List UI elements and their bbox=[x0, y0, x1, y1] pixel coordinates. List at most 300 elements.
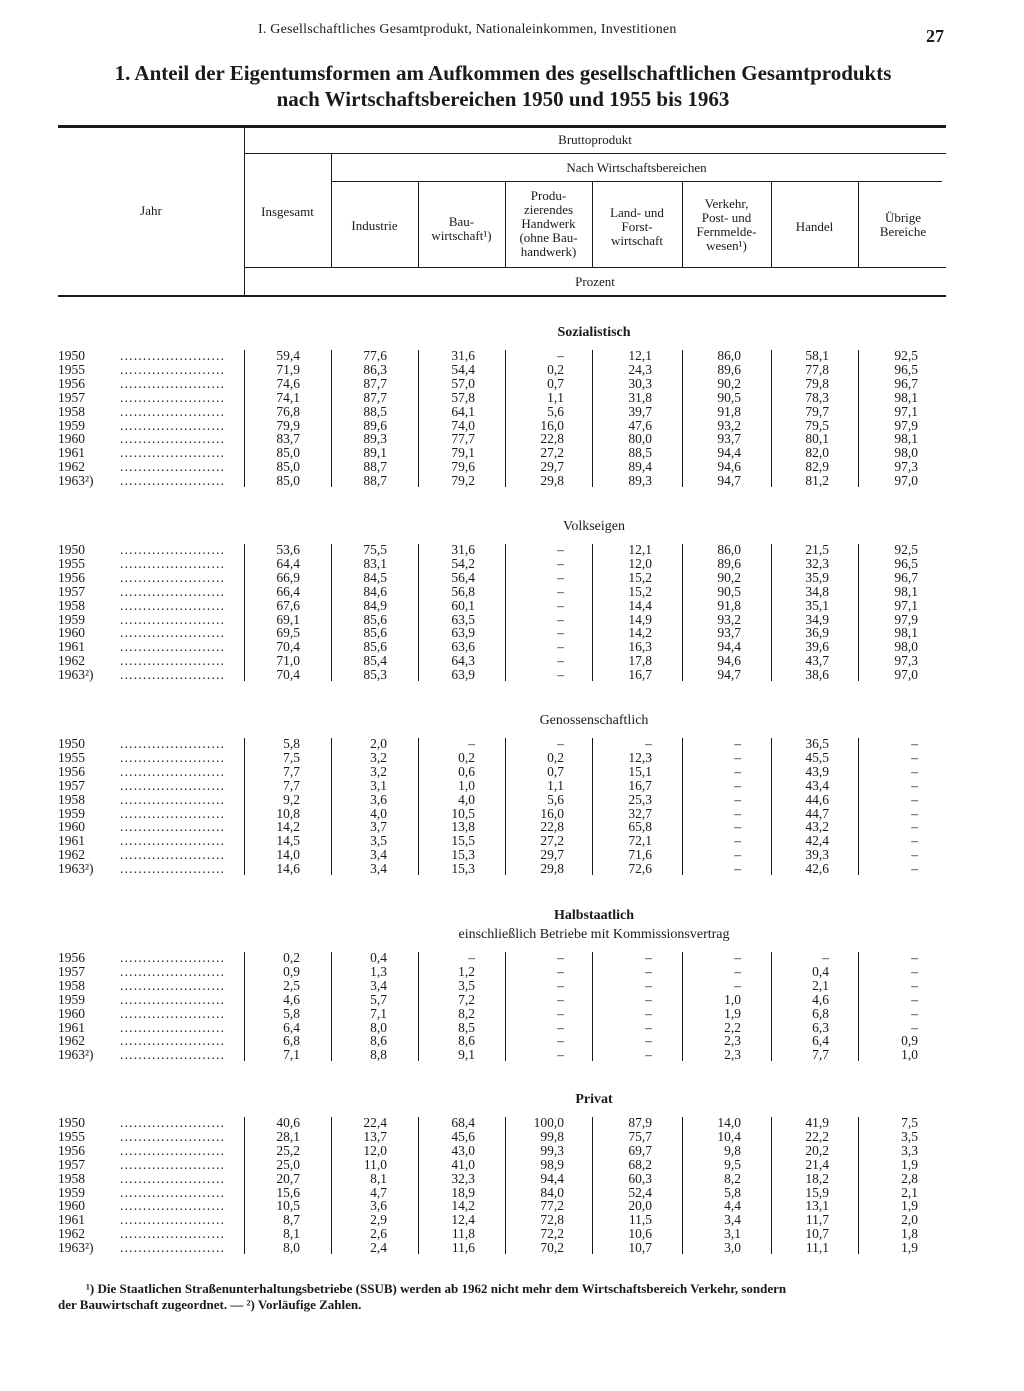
cell-verkehr: 14,0 bbox=[717, 1115, 741, 1130]
cell-verkehr: 90,5 bbox=[717, 389, 741, 405]
table-row bbox=[58, 951, 948, 965]
cell-bauwirtschaft: 63,5 bbox=[451, 611, 475, 627]
header-bruttoprodukt: Bruttoprodukt bbox=[558, 132, 632, 147]
cell-uebrige: 97,1 bbox=[894, 403, 918, 419]
cell-uebrige: 1,9 bbox=[901, 1240, 918, 1256]
cell-uebrige: 98,0 bbox=[894, 639, 918, 655]
leader-dots: ....................... bbox=[120, 1185, 226, 1200]
cell-bauwirtschaft: 0,6 bbox=[458, 763, 475, 779]
cell-verkehr: – bbox=[734, 763, 741, 779]
leader-dots: ....................... bbox=[120, 951, 226, 965]
row-year: 1962 bbox=[58, 653, 85, 669]
cell-verkehr: 1,9 bbox=[724, 1005, 741, 1021]
row-year: 1963²) bbox=[58, 473, 94, 489]
cell-handel: 43,4 bbox=[805, 777, 829, 793]
cell-handel: 32,3 bbox=[805, 555, 829, 571]
section-title-halbstaatlich: Halbstaatlich bbox=[553, 908, 635, 923]
leader-dots: ....................... bbox=[120, 1213, 226, 1228]
cell-land-forst: 32,7 bbox=[628, 805, 652, 821]
cell-insgesamt: 59,4 bbox=[276, 348, 300, 363]
table-row bbox=[58, 446, 948, 460]
cell-insgesamt: 14,5 bbox=[276, 833, 300, 849]
leader-dots: ....................... bbox=[120, 460, 226, 475]
cell-land-forst: 12,0 bbox=[628, 555, 652, 571]
cell-land-forst: 14,9 bbox=[628, 611, 652, 627]
leader-dots: ....................... bbox=[120, 778, 226, 793]
leader-dots: ....................... bbox=[120, 820, 226, 835]
cell-insgesamt: 7,7 bbox=[283, 763, 300, 779]
cell-handel: 6,3 bbox=[812, 1019, 829, 1035]
row-year: 1956 bbox=[58, 375, 85, 391]
cell-industrie: 1,3 bbox=[370, 963, 387, 979]
header-uebrige-l1: Übrige bbox=[884, 210, 922, 225]
cell-industrie: 87,7 bbox=[363, 389, 387, 405]
cell-verkehr: 89,6 bbox=[717, 361, 741, 377]
header-handwerk-l2: zierendes bbox=[523, 202, 574, 217]
cell-verkehr: 3,4 bbox=[724, 1212, 741, 1228]
cell-land-forst: – bbox=[645, 977, 652, 993]
cell-industrie: 4,0 bbox=[370, 805, 387, 821]
cell-industrie: 87,7 bbox=[363, 375, 387, 391]
page-number: 27 bbox=[926, 26, 944, 46]
cell-insgesamt: 40,6 bbox=[276, 1115, 300, 1130]
cell-uebrige: 2,8 bbox=[901, 1170, 918, 1186]
table-row bbox=[58, 765, 948, 779]
cell-bauwirtschaft: 74,0 bbox=[451, 417, 475, 433]
cell-handwerk: – bbox=[557, 542, 564, 557]
cell-land-forst: 47,6 bbox=[628, 417, 652, 433]
row-year: 1957 bbox=[58, 963, 85, 979]
cell-uebrige: 97,9 bbox=[894, 417, 918, 433]
footnote-line-1: ¹) Die Staatlichen Straßenunterhaltungsbetriebe (SSUB) werden ab 1962 nicht mehr dem Wirtschaftsbereich Verkehr, sondern bbox=[86, 1281, 787, 1296]
header-nach-bereichen: Nach Wirtschaftsbereichen bbox=[566, 160, 707, 175]
cell-handel: 34,8 bbox=[805, 583, 829, 599]
leader-dots: ....................... bbox=[120, 978, 226, 993]
leader-dots: ....................... bbox=[120, 598, 226, 613]
cell-handel: 43,2 bbox=[805, 819, 829, 835]
cell-industrie: 8,0 bbox=[370, 1019, 387, 1035]
cell-verkehr: 2,3 bbox=[724, 1033, 741, 1049]
cell-uebrige: – bbox=[911, 736, 918, 751]
cell-industrie: 84,6 bbox=[363, 583, 387, 599]
cell-industrie: 84,5 bbox=[363, 569, 387, 585]
leader-dots: ....................... bbox=[120, 654, 226, 669]
leader-dots: ....................... bbox=[120, 474, 226, 489]
cell-bauwirtschaft: 45,6 bbox=[451, 1128, 475, 1144]
cell-handel: 22,2 bbox=[805, 1128, 829, 1144]
leader-dots: ....................... bbox=[120, 1171, 226, 1186]
cell-bauwirtschaft: 31,6 bbox=[451, 348, 475, 363]
cell-industrie: 75,5 bbox=[363, 542, 387, 557]
table-row bbox=[58, 793, 948, 807]
cell-verkehr: 2,2 bbox=[724, 1019, 741, 1035]
cell-insgesamt: 70,4 bbox=[276, 667, 300, 683]
cell-handel: 43,7 bbox=[805, 653, 829, 669]
cell-uebrige: 98,1 bbox=[894, 583, 918, 599]
header-prozent: Prozent bbox=[575, 274, 615, 289]
title-line-1: 1. Anteil der Eigentumsformen am Aufkommen des gesellschaftlichen Gesamtprodukts bbox=[114, 61, 892, 85]
table-row bbox=[58, 1227, 948, 1241]
cell-handwerk: – bbox=[557, 963, 564, 979]
cell-industrie: 8,8 bbox=[370, 1047, 387, 1063]
table-row bbox=[58, 1213, 948, 1227]
row-year: 1955 bbox=[58, 749, 85, 765]
leader-dots: ....................... bbox=[120, 446, 226, 461]
cell-uebrige: 96,7 bbox=[894, 375, 918, 391]
cell-insgesamt: 7,5 bbox=[283, 749, 300, 765]
table-row bbox=[58, 640, 948, 654]
cell-industrie: 4,7 bbox=[370, 1184, 387, 1200]
cell-insgesamt: 14,0 bbox=[276, 847, 300, 863]
cell-verkehr: 89,6 bbox=[717, 555, 741, 571]
cell-industrie: 2,0 bbox=[370, 736, 387, 751]
leader-dots: ....................... bbox=[120, 404, 226, 419]
cell-land-forst: 14,2 bbox=[628, 625, 652, 641]
cell-industrie: 84,9 bbox=[363, 597, 387, 613]
cell-land-forst: 52,4 bbox=[628, 1184, 652, 1200]
cell-verkehr: – bbox=[734, 819, 741, 835]
table-row bbox=[58, 1116, 948, 1130]
cell-land-forst: 68,2 bbox=[628, 1156, 652, 1172]
cell-handel: 11,1 bbox=[805, 1240, 829, 1256]
cell-verkehr: – bbox=[734, 791, 741, 807]
cell-handwerk: – bbox=[557, 348, 564, 363]
cell-industrie: 12,0 bbox=[363, 1142, 387, 1158]
cell-insgesamt: 70,4 bbox=[276, 639, 300, 655]
cell-handel: 0,4 bbox=[812, 963, 829, 979]
cell-bauwirtschaft: 15,3 bbox=[451, 861, 475, 877]
cell-handwerk: 0,7 bbox=[547, 375, 564, 391]
cell-bauwirtschaft: 4,0 bbox=[458, 791, 475, 807]
cell-handwerk: 70,2 bbox=[540, 1240, 564, 1256]
cell-industrie: 3,6 bbox=[370, 791, 387, 807]
header-industrie: Industrie bbox=[351, 218, 398, 233]
cell-handel: 77,8 bbox=[805, 361, 829, 377]
cell-insgesamt: 2,5 bbox=[283, 977, 300, 993]
cell-uebrige: – bbox=[911, 1019, 918, 1035]
row-year: 1962 bbox=[58, 847, 85, 863]
cell-bauwirtschaft: 3,5 bbox=[458, 977, 475, 993]
cell-insgesamt: 69,5 bbox=[276, 625, 300, 641]
cell-land-forst: 20,0 bbox=[628, 1198, 652, 1214]
cell-bauwirtschaft: 31,6 bbox=[451, 542, 475, 557]
header-handwerk-l4: (ohne Bau- bbox=[519, 230, 578, 245]
cell-industrie: 3,2 bbox=[370, 749, 387, 765]
row-year: 1958 bbox=[58, 1170, 85, 1186]
cell-handel: 35,9 bbox=[805, 569, 829, 585]
cell-insgesamt: 71,9 bbox=[276, 361, 300, 377]
cell-handwerk: 72,8 bbox=[540, 1212, 564, 1228]
cell-insgesamt: 0,9 bbox=[283, 963, 300, 979]
cell-land-forst: – bbox=[645, 1005, 652, 1021]
cell-insgesamt: 28,1 bbox=[276, 1128, 300, 1144]
cell-bauwirtschaft: 32,3 bbox=[451, 1170, 475, 1186]
table-row bbox=[58, 807, 948, 821]
running-head: I. Gesellschaftliches Gesamtprodukt, Nationaleinkommen, Investitionen bbox=[258, 22, 677, 37]
cell-insgesamt: 85,0 bbox=[276, 445, 300, 461]
header-bauwirtschaft-l1: Bau- bbox=[448, 214, 475, 229]
cell-handel: 44,6 bbox=[805, 791, 829, 807]
cell-handel: 39,6 bbox=[805, 639, 829, 655]
cell-bauwirtschaft: 41,0 bbox=[451, 1156, 475, 1172]
cell-handwerk: – bbox=[557, 977, 564, 993]
row-year: 1963²) bbox=[58, 1047, 94, 1063]
row-year: 1963²) bbox=[58, 667, 94, 683]
header-bottom-rule bbox=[58, 295, 946, 297]
cell-uebrige: 98,1 bbox=[894, 625, 918, 641]
cell-land-forst: – bbox=[645, 736, 652, 751]
footnote bbox=[58, 1281, 948, 1313]
cell-uebrige: 96,5 bbox=[894, 555, 918, 571]
cell-land-forst: 72,6 bbox=[628, 861, 652, 877]
table-row bbox=[58, 848, 948, 862]
row-year: 1962 bbox=[58, 1033, 85, 1049]
cell-handel: 21,4 bbox=[805, 1156, 829, 1172]
cell-industrie: 2,9 bbox=[370, 1212, 387, 1228]
cell-uebrige: – bbox=[911, 819, 918, 835]
cell-handwerk: – bbox=[557, 625, 564, 641]
table-row bbox=[58, 1130, 948, 1144]
cell-bauwirtschaft: 63,9 bbox=[451, 667, 475, 683]
cell-bauwirtschaft: 9,1 bbox=[458, 1047, 475, 1063]
row-year: 1961 bbox=[58, 1212, 85, 1228]
row-year: 1956 bbox=[58, 763, 85, 779]
cell-bauwirtschaft: 64,1 bbox=[451, 403, 475, 419]
header-verkehr-l4: wesen¹) bbox=[706, 238, 747, 253]
cell-bauwirtschaft: 8,6 bbox=[458, 1033, 475, 1049]
cell-verkehr: – bbox=[734, 736, 741, 751]
row-year: 1957 bbox=[58, 583, 85, 599]
cell-land-forst: 15,1 bbox=[628, 763, 652, 779]
cell-bauwirtschaft: 63,9 bbox=[451, 625, 475, 641]
cell-handwerk: 94,4 bbox=[540, 1170, 564, 1186]
cell-handwerk: – bbox=[557, 583, 564, 599]
row-year: 1961 bbox=[58, 639, 85, 655]
cell-handel: – bbox=[822, 950, 829, 965]
cell-uebrige: 3,3 bbox=[901, 1142, 918, 1158]
table-row bbox=[58, 820, 948, 834]
cell-handwerk: – bbox=[557, 1047, 564, 1063]
cell-verkehr: 91,8 bbox=[717, 597, 741, 613]
row-year: 1950 bbox=[58, 1115, 85, 1130]
cell-insgesamt: 0,2 bbox=[283, 950, 300, 965]
cell-handel: 79,8 bbox=[805, 375, 829, 391]
cell-insgesamt: 15,6 bbox=[276, 1184, 300, 1200]
cell-verkehr: – bbox=[734, 861, 741, 877]
cell-bauwirtschaft: 79,1 bbox=[451, 445, 475, 461]
cell-handwerk: 29,8 bbox=[540, 861, 564, 877]
table-title bbox=[58, 60, 948, 112]
cell-handwerk: – bbox=[557, 1033, 564, 1049]
cell-land-forst: 16,7 bbox=[628, 777, 652, 793]
cell-handwerk: 29,7 bbox=[540, 459, 564, 475]
cell-verkehr: 94,6 bbox=[717, 459, 741, 475]
cell-verkehr: 9,8 bbox=[724, 1142, 741, 1158]
cell-industrie: 89,1 bbox=[363, 445, 387, 461]
cell-handwerk: 0,2 bbox=[547, 749, 564, 765]
cell-land-forst: 12,1 bbox=[628, 542, 652, 557]
table-row bbox=[58, 419, 948, 433]
column-heads-bottom-rule bbox=[244, 267, 946, 268]
cell-verkehr: 4,4 bbox=[724, 1198, 741, 1214]
header-jahr: Jahr bbox=[140, 203, 162, 218]
bruttoprodukt-rule bbox=[244, 153, 946, 154]
cell-handwerk: 16,0 bbox=[540, 417, 564, 433]
cell-verkehr: 93,7 bbox=[717, 431, 741, 447]
cell-land-forst: 25,3 bbox=[628, 791, 652, 807]
table-row bbox=[58, 460, 948, 474]
cell-handel: 38,6 bbox=[805, 667, 829, 683]
table-row bbox=[58, 543, 948, 557]
cell-industrie: 83,1 bbox=[363, 555, 387, 571]
cell-verkehr: 94,7 bbox=[717, 473, 741, 489]
table-row bbox=[58, 751, 948, 765]
table-row bbox=[58, 779, 948, 793]
leader-dots: ....................... bbox=[120, 862, 226, 877]
cell-industrie: 88,7 bbox=[363, 459, 387, 475]
cell-verkehr: 3,0 bbox=[724, 1240, 741, 1256]
table-row bbox=[58, 1034, 948, 1048]
cell-handel: 36,9 bbox=[805, 625, 829, 641]
cell-land-forst: 12,1 bbox=[628, 348, 652, 363]
cell-handel: 13,1 bbox=[805, 1198, 829, 1214]
row-year: 1963²) bbox=[58, 861, 94, 877]
cell-bauwirtschaft: 79,2 bbox=[451, 473, 475, 489]
cell-verkehr: 94,4 bbox=[717, 445, 741, 461]
cell-uebrige: – bbox=[911, 833, 918, 849]
cell-verkehr: 93,7 bbox=[717, 625, 741, 641]
header-land-forst-l2: Forst- bbox=[621, 219, 653, 234]
cell-land-forst: 30,3 bbox=[628, 375, 652, 391]
cell-uebrige: – bbox=[911, 791, 918, 807]
cell-uebrige: – bbox=[911, 950, 918, 965]
cell-verkehr: – bbox=[734, 963, 741, 979]
row-year: 1959 bbox=[58, 611, 85, 627]
cell-insgesamt: 25,0 bbox=[276, 1156, 300, 1172]
table-row bbox=[58, 599, 948, 613]
cell-verkehr: 93,2 bbox=[717, 417, 741, 433]
leader-dots: ....................... bbox=[120, 376, 226, 391]
cell-land-forst: 80,0 bbox=[628, 431, 652, 447]
cell-bauwirtschaft: 63,6 bbox=[451, 639, 475, 655]
table-row bbox=[58, 1186, 948, 1200]
cell-land-forst: – bbox=[645, 991, 652, 1007]
cell-insgesamt: 71,0 bbox=[276, 653, 300, 669]
row-year: 1961 bbox=[58, 445, 85, 461]
cell-land-forst: 89,4 bbox=[628, 459, 652, 475]
cell-uebrige: 97,0 bbox=[894, 667, 918, 683]
cell-handel: 11,7 bbox=[805, 1212, 829, 1228]
cell-handwerk: 22,8 bbox=[540, 431, 564, 447]
cell-handel: 81,2 bbox=[805, 473, 829, 489]
cell-land-forst: – bbox=[645, 1019, 652, 1035]
row-year: 1958 bbox=[58, 791, 85, 807]
cell-industrie: 8,6 bbox=[370, 1033, 387, 1049]
cell-land-forst: 24,3 bbox=[628, 361, 652, 377]
cell-handel: 34,9 bbox=[805, 611, 829, 627]
cell-industrie: 3,4 bbox=[370, 861, 387, 877]
cell-bauwirtschaft: 11,8 bbox=[451, 1226, 475, 1242]
cell-industrie: 3,1 bbox=[370, 777, 387, 793]
cell-insgesamt: 10,5 bbox=[276, 1198, 300, 1214]
cell-insgesamt: 5,8 bbox=[283, 736, 300, 751]
cell-insgesamt: 74,1 bbox=[276, 389, 300, 405]
table-row bbox=[58, 993, 948, 1007]
cell-bauwirtschaft: 60,1 bbox=[451, 597, 475, 613]
table-row bbox=[58, 1007, 948, 1021]
cell-land-forst: 65,8 bbox=[628, 819, 652, 835]
cell-handwerk: 27,2 bbox=[540, 833, 564, 849]
table-row bbox=[58, 474, 948, 488]
row-year: 1958 bbox=[58, 597, 85, 613]
cell-verkehr: 90,5 bbox=[717, 583, 741, 599]
row-year: 1958 bbox=[58, 403, 85, 419]
row-year: 1959 bbox=[58, 1184, 85, 1200]
cell-handel: 79,7 bbox=[805, 403, 829, 419]
row-year: 1962 bbox=[58, 459, 85, 475]
cell-insgesamt: 6,4 bbox=[283, 1019, 300, 1035]
cell-insgesamt: 6,8 bbox=[283, 1033, 300, 1049]
header-land-forst-l1: Land- und bbox=[610, 205, 664, 220]
table-row bbox=[58, 626, 948, 640]
table-row bbox=[58, 1021, 948, 1035]
cell-handwerk: – bbox=[557, 991, 564, 1007]
cell-industrie: 2,6 bbox=[370, 1226, 387, 1242]
header-bauwirtschaft bbox=[418, 215, 505, 243]
cell-handel: 15,9 bbox=[805, 1184, 829, 1200]
cell-industrie: 3,4 bbox=[370, 977, 387, 993]
cell-insgesamt: 66,9 bbox=[276, 569, 300, 585]
cell-handel: 2,1 bbox=[812, 977, 829, 993]
table-row bbox=[58, 1241, 948, 1255]
cell-handel: 80,1 bbox=[805, 431, 829, 447]
cell-verkehr: 3,1 bbox=[724, 1226, 741, 1242]
leader-dots: ....................... bbox=[120, 362, 226, 377]
header-bauwirtschaft-l2: wirtschaft¹) bbox=[431, 228, 492, 243]
cell-handel: 7,7 bbox=[812, 1047, 829, 1063]
cell-land-forst: 11,5 bbox=[628, 1212, 652, 1228]
cell-uebrige: 0,9 bbox=[901, 1033, 918, 1049]
cell-insgesamt: 67,6 bbox=[276, 597, 300, 613]
row-year: 1955 bbox=[58, 1128, 85, 1144]
row-year: 1960 bbox=[58, 1198, 85, 1214]
cell-handel: 36,5 bbox=[805, 736, 829, 751]
cell-handwerk: 99,3 bbox=[540, 1142, 564, 1158]
cell-verkehr: – bbox=[734, 847, 741, 863]
cell-uebrige: 1,9 bbox=[901, 1198, 918, 1214]
cell-handel: 79,5 bbox=[805, 417, 829, 433]
section-subtitle-halbstaatlich: einschließlich Betriebe mit Kommissionsvertrag bbox=[458, 927, 730, 942]
cell-handel: 82,9 bbox=[805, 459, 829, 475]
row-year: 1950 bbox=[58, 736, 85, 751]
header-uebrige bbox=[858, 211, 948, 239]
leader-dots: ....................... bbox=[120, 1143, 226, 1158]
cell-handel: 44,7 bbox=[805, 805, 829, 821]
row-year: 1959 bbox=[58, 417, 85, 433]
cell-land-forst: 87,9 bbox=[628, 1115, 652, 1130]
row-year: 1956 bbox=[58, 950, 85, 965]
cell-uebrige: – bbox=[911, 763, 918, 779]
cell-uebrige: 3,5 bbox=[901, 1128, 918, 1144]
cell-bauwirtschaft: 18,9 bbox=[451, 1184, 475, 1200]
cell-land-forst: 31,8 bbox=[628, 389, 652, 405]
leader-dots: ....................... bbox=[120, 1157, 226, 1172]
leader-dots: ....................... bbox=[120, 992, 226, 1007]
cell-bauwirtschaft: 0,2 bbox=[458, 749, 475, 765]
cell-handwerk: – bbox=[557, 653, 564, 669]
cell-bauwirtschaft: 54,2 bbox=[451, 555, 475, 571]
cell-insgesamt: 4,6 bbox=[283, 991, 300, 1007]
